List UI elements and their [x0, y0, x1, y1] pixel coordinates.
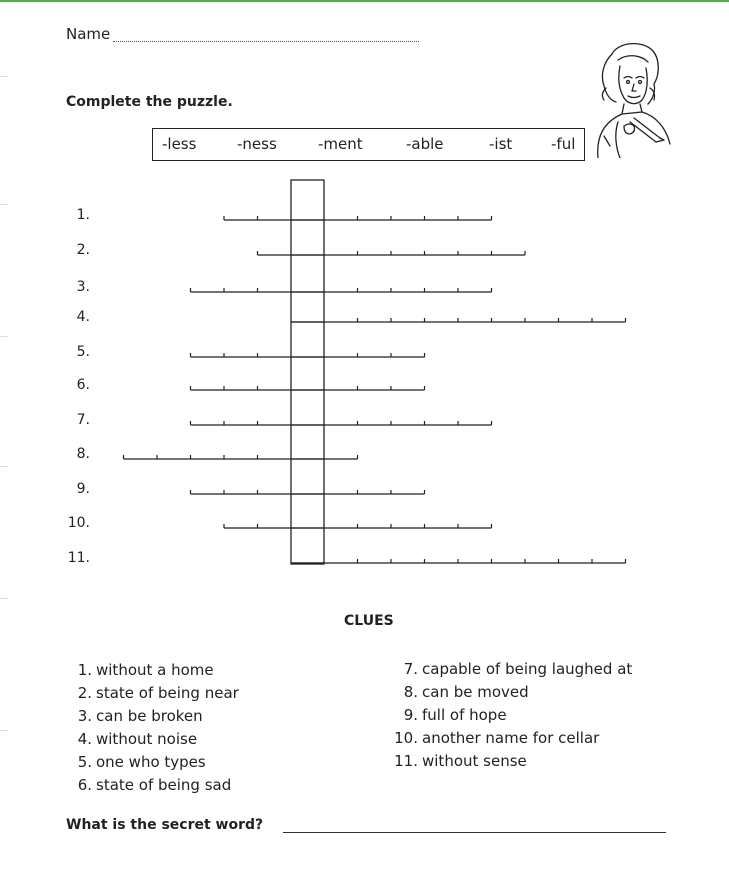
secret-word-answer-line[interactable]: [283, 832, 666, 833]
clue-item: 8. can be moved: [403, 683, 529, 701]
puzzle-row-number: 9.: [76, 481, 90, 497]
puzzle-row-number: 8.: [76, 446, 90, 462]
clue-item: 11. without sense: [394, 752, 527, 770]
puzzle-row-number: 5.: [76, 344, 90, 360]
clue-item: 5. one who types: [77, 753, 206, 771]
puzzle-row-number: 3.: [76, 279, 90, 295]
clue-item: 2. state of being near: [77, 684, 239, 702]
puzzle-row-number: 11.: [67, 550, 90, 566]
clue-item: 4. without noise: [77, 730, 198, 748]
puzzle-row-number: 1.: [76, 207, 90, 223]
suffix-item: -able: [406, 135, 444, 153]
instruction-heading: Complete the puzzle.: [66, 94, 233, 110]
suffix-item: -ful: [551, 135, 576, 153]
clue-item: 9. full of hope: [403, 706, 507, 724]
suffix-item: -less: [162, 135, 197, 153]
clue-item: 10. another name for cellar: [394, 729, 600, 747]
clue-item: 7. capable of being laughed at: [403, 660, 633, 678]
clues-title: CLUES: [344, 613, 394, 629]
name-label: Name: [66, 25, 111, 43]
secret-word-column: [291, 180, 324, 564]
suffix-item: -ist: [489, 135, 513, 153]
suffix-item: -ness: [237, 135, 277, 153]
puzzle-row-number: 7.: [76, 412, 90, 428]
clue-item: 3. can be broken: [77, 707, 203, 725]
secret-word-prompt: What is the secret word?: [66, 817, 264, 833]
puzzle-row-number: 2.: [76, 242, 90, 258]
puzzle-row-number: 6.: [76, 377, 90, 393]
puzzle-row-number: 10.: [67, 515, 90, 531]
suffix-item: -ment: [318, 135, 363, 153]
clue-item: 1. without a home: [77, 661, 214, 679]
clue-item: 6. state of being sad: [77, 776, 232, 794]
puzzle-row-number: 4.: [76, 309, 90, 325]
